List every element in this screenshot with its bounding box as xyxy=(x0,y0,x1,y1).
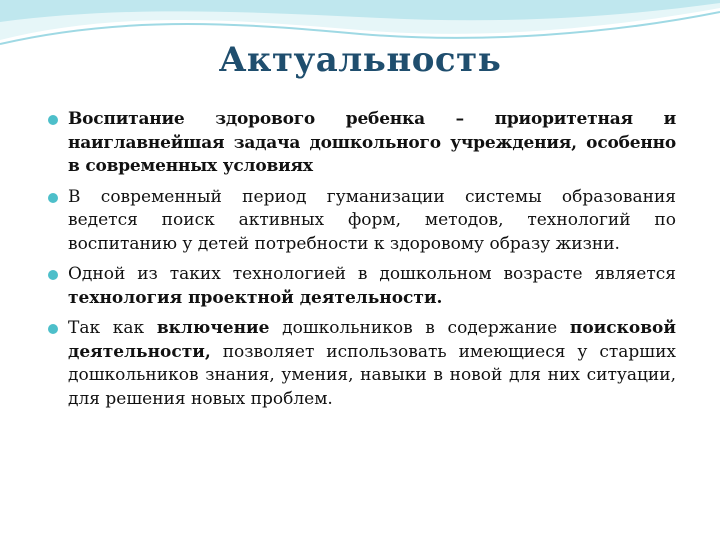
slide-title: Актуальность xyxy=(218,40,502,80)
bullet-emphasis: поисковой деятельности, xyxy=(68,318,676,362)
bullet-item xyxy=(44,186,676,257)
bullet-text: позволяет использовать имеющиеся у старших дошкольников знания, умения, навыки в новой для них ситуации, для решения новых проблем. xyxy=(68,341,676,409)
bullet-icon xyxy=(48,270,58,280)
bullet-text: В современный период гуманизации системы образования ведется поиск активных форм, методов, технологий по воспитанию у детей потребности к здоровому образу жизни. xyxy=(68,186,676,254)
bullet-emphasis: технология проектной деятельности. xyxy=(68,287,443,308)
bullet-text: Так как xyxy=(68,318,157,338)
bullet-emphasis: включение xyxy=(156,318,270,338)
bullet-text: Одной из таких технологией в дошкольном возрасте является xyxy=(68,264,676,284)
slide-content xyxy=(44,108,676,418)
bullet-icon xyxy=(48,115,58,125)
bullet-item xyxy=(44,108,676,179)
bullet-text: Воспитание здорового ребенка – приоритетная и наиглавнейшая задача дошкольного учреждения, особенно в современных условиях xyxy=(68,109,676,176)
bullet-item xyxy=(44,263,676,310)
bullet-text: дошкольников в содержание xyxy=(269,318,570,338)
bullet-icon xyxy=(48,193,58,203)
bullet-icon xyxy=(48,324,58,334)
bullet-item xyxy=(44,317,676,411)
